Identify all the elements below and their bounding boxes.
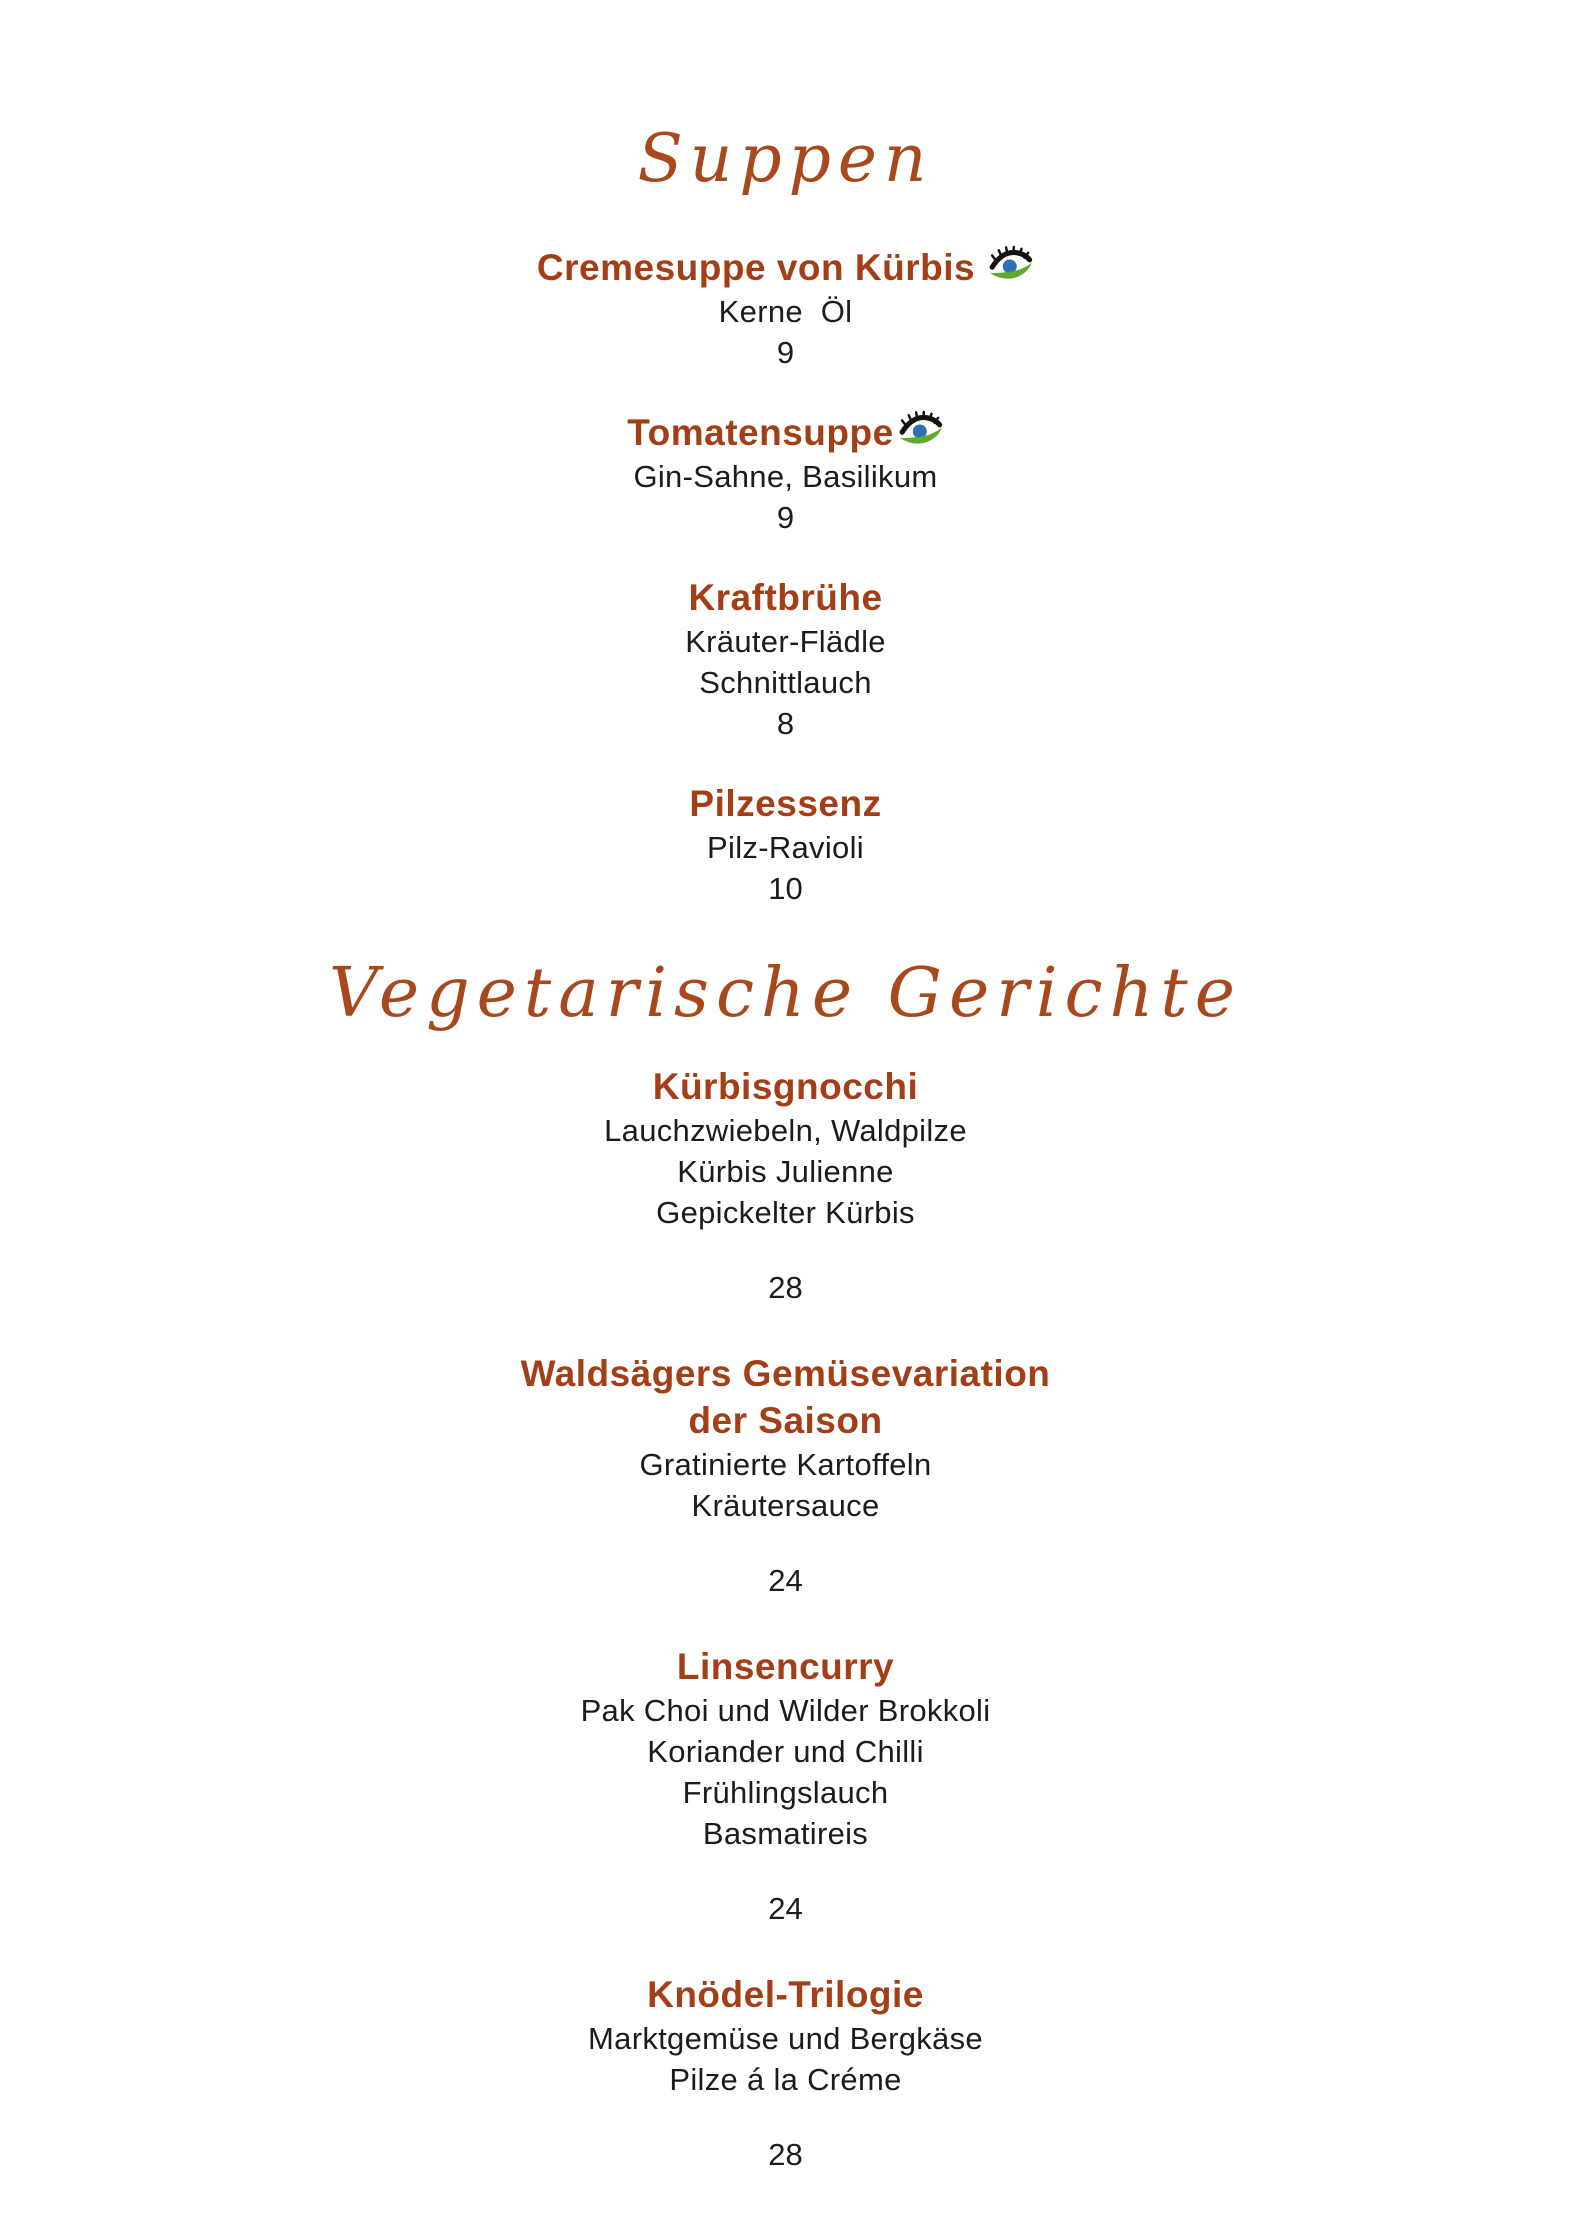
menu-item-kraftbruehe (0, 574, 1571, 744)
item-title-text: Pilzessenz (689, 783, 882, 824)
item-title-text: Waldsägers Gemüsevariation (520, 1353, 1051, 1394)
menu-item-waldsaegers-gemuesevariation (0, 1350, 1571, 1601)
item-title-text: Linsencurry (676, 1646, 895, 1687)
item-title-text: Kraftbrühe (688, 577, 883, 618)
item-title (0, 1350, 1571, 1397)
item-description-line: Gin-Sahne, Basilikum (633, 459, 938, 494)
item-title (0, 574, 1571, 621)
menu-item-linsencurry (0, 1643, 1571, 1929)
item-title-text: Knödel-Trilogie (647, 1974, 924, 2015)
item-description-line: Pak Choi und Wilder Brokkoli (580, 1693, 991, 1728)
section-vegetarische-gerichte (0, 945, 1571, 2175)
item-description-line: Gratinierte Kartoffeln (639, 1447, 932, 1482)
item-description-line: Lauchzwiebeln, Waldpilze (604, 1113, 967, 1148)
item-price: 28 (768, 1270, 803, 1305)
menu-item-pilzessenz (0, 780, 1571, 909)
item-description-line: Gepickelter Kürbis (656, 1195, 915, 1230)
item-price: 24 (768, 1563, 803, 1598)
item-description-line: Pilz-Ravioli (707, 830, 864, 865)
item-description-line: Pilze á la Créme (669, 2062, 902, 2097)
menu-item-tomatensuppe (0, 409, 1571, 538)
item-description-line: Schnittlauch (699, 665, 872, 700)
item-title (0, 1971, 1571, 2018)
item-title (0, 1063, 1571, 1110)
item-description-line: Kräuter-Flädle (685, 624, 886, 659)
item-title (0, 1643, 1571, 1690)
menu-item-kuerbisgnocchi (0, 1063, 1571, 1308)
item-title (0, 409, 1571, 456)
item-description-line: Frühlingslauch (682, 1775, 889, 1810)
section-suppen (0, 112, 1571, 909)
item-description-line: Kürbis Julienne (677, 1154, 894, 1189)
menu-item-cremesuppe (0, 244, 1571, 373)
item-title-text: Kürbisgnocchi (652, 1066, 919, 1107)
vegan-eye-icon (987, 245, 1034, 285)
item-title-line2: der Saison (688, 1400, 883, 1441)
item-description-line: Basmatireis (702, 1816, 869, 1851)
item-price: 24 (768, 1891, 803, 1926)
item-description-line: Marktgemüse und Bergkäse (588, 2021, 983, 2056)
item-title-text: Cremesuppe von Kürbis (536, 247, 976, 288)
menu-item-knoedel-trilogie (0, 1971, 1571, 2175)
section-heading-suppen: Suppen (637, 120, 934, 197)
item-title (0, 244, 1571, 291)
item-price: 8 (776, 706, 795, 741)
item-price: 9 (776, 500, 795, 535)
item-price: 9 (776, 335, 795, 370)
item-title (0, 780, 1571, 827)
item-title-text: Tomatensuppe (627, 412, 894, 453)
item-price: 28 (768, 2137, 803, 2172)
item-description-line: Kerne Öl (718, 294, 853, 329)
item-description-line: Kräutersauce (691, 1488, 880, 1523)
vegan-eye-icon (897, 410, 944, 450)
item-price: 10 (768, 871, 803, 906)
item-description-line: Koriander und Chilli (647, 1734, 924, 1769)
section-heading-vegetarische-gerichte: Vegetarische Gerichte (329, 954, 1242, 1033)
